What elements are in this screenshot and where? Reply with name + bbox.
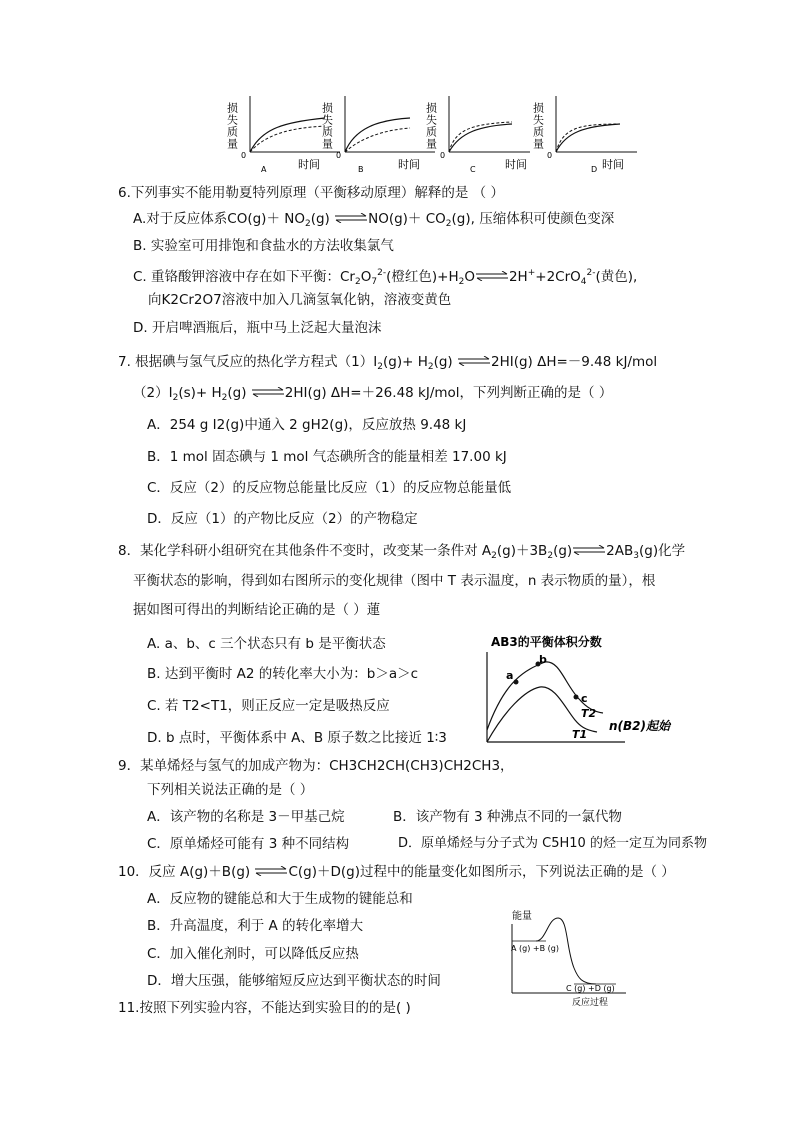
q8-chart-ylabel: AB3的平衡体积分数 (491, 635, 602, 649)
figure-c-ylabel: 损失质量 (424, 102, 438, 150)
q9-option-b (393, 807, 622, 827)
q7-d-text: D．反应（1）的产物比反应（2）的产物稳定 (147, 511, 418, 527)
q10-xlabel: 反应过程 (572, 998, 609, 1008)
q6-option-b (133, 236, 394, 256)
q10-stem-post: C(g)＋D(g)过程中的能量变化如图所示，下列说法正确的是（ ） (288, 864, 675, 880)
q9-d-text: D．原单烯烃与分子式为 C5H10 的烃一定互为同系物 (398, 836, 707, 851)
q7-b-text: B．1 mol 固态碘与 1 mol 气态碘所含的能量相差 17.00 kJ (147, 449, 507, 465)
q6-c-end: (黄色), (595, 269, 638, 285)
figure-a-origin: 0 (241, 151, 247, 160)
q7-stem-mid2: (g) (433, 354, 453, 370)
figure-b-ylabel: 损失质量 (320, 102, 334, 150)
q8-line1-pre: 8．某化学科研小组研究在其他条件不变时，改变某一条件对 A (118, 543, 492, 559)
q10-option-b (147, 916, 363, 936)
q6-c-ion: O (360, 269, 372, 285)
q10-energy-diagram (506, 908, 636, 1008)
q10-reactants-label: A (g) +B (g) (511, 944, 559, 953)
figure-c (425, 96, 531, 174)
q10-a-text: A．反应物的键能总和大于生成物的键能总和 (147, 891, 413, 907)
q10-stem (118, 862, 675, 882)
q10-option-d (147, 971, 441, 991)
q7-line2-pre: （2）I (133, 385, 173, 401)
q6-c2-text: 向K2Cr2O7溶液中加入几滴氢氧化钠，溶液变黄色 (148, 292, 452, 308)
q7-stem-pre: 7. 根据碘与氢气反应的热化学方程式（1）I (118, 354, 378, 370)
equilibrium-arrow-icon (251, 387, 285, 397)
q8-line3-text: 据如图可得出的判断结论正确的是（ ）蓮 (133, 602, 381, 618)
q6-option-a: A.对于反应体系$CO(g)+ NO_2(g)$ $NO(g)+ CO_2(g)$, 压缩体积可使颜色变深 (133, 211, 615, 229)
q9-line1 (118, 756, 514, 776)
q9-line2-text: 下列相关说法正确的是（ ） (147, 782, 314, 798)
q8-line2 (133, 571, 655, 591)
q8-chart-xlabel: n(B2)起始 (609, 719, 671, 733)
q6-stem (118, 183, 504, 203)
q8-line3 (133, 600, 380, 620)
q6-a-post: NO(g)＋ CO (368, 211, 446, 227)
q6-c-prod2: +2CrO (535, 269, 581, 285)
q8-option-b (147, 664, 418, 684)
q10-b-text: B．升高温度，利于 A 的转化率增大 (147, 918, 364, 934)
figure-c-xlabel: 时间 (505, 158, 527, 171)
q6-c-o: O (464, 269, 475, 285)
q6-option-d (133, 318, 381, 338)
q8-option-c (147, 696, 390, 716)
q7-stem: 7. 根据碘与氢气反应的热化学方程式$(1)I_2(g)+ H_2(g)$ 2HI(g) ΔH=－9.48 kJ/mol (118, 354, 658, 372)
q6-option-c-cont (148, 290, 451, 310)
q7-option-b (147, 447, 507, 467)
q8-label-c: c (581, 692, 588, 705)
figure-a-label: A (261, 165, 267, 174)
q8-line1-end: (g)化学 (639, 543, 686, 559)
q8-line1-post: 2AB (606, 543, 634, 559)
figure-a-ylabel: 损失质量 (225, 102, 239, 150)
q6-c-prod: 2H (508, 269, 528, 285)
q7-option-c (147, 478, 511, 498)
q9-b-text: B．该产物有 3 种沸点不同的一氯代物 (393, 809, 622, 825)
q8-label-t2: T2 (581, 707, 597, 720)
equilibrium-arrow-icon (457, 356, 491, 366)
q9-line1-text: 9．某单烯烃与氢气的加成产物为：CH3CH2CH(CH3)CH2CH3， (118, 758, 514, 774)
q8-a-text: A. a、b、c 三个状态只有 b 是平衡状态 (147, 636, 386, 652)
figure-c-label: C (470, 165, 476, 174)
q7-line2-post: 2HI(g) ΔH=＋26.48 kJ/mol，下列判断正确的是（ ） (284, 385, 613, 401)
figure-a-xlabel: 时间 (298, 158, 320, 171)
q7-stem-post: 2HI(g) ΔH=－9.48 kJ/mol (490, 354, 658, 370)
q6-b-text: B. 实验室可用排饱和食盐水的方法收集氯气 (133, 238, 394, 254)
q8-label-t1: T1 (572, 728, 588, 741)
equilibrium-arrow-icon (572, 545, 606, 555)
q6-a-pre: A.对于反应体系CO(g)＋ NO (133, 211, 305, 227)
figure-d-ylabel: 损失质量 (531, 102, 545, 150)
q6-c-rest: (橙红色)+H (386, 269, 459, 285)
q11-stem-text: 11.按照下列实验内容，不能达到实验目的的是( ) (118, 1000, 411, 1016)
figure-b-xlabel: 时间 (398, 158, 420, 171)
q7-line2-mid2: (g) (227, 385, 247, 401)
q6-stem-text: 6.下列事实不能用勒夏特列原理（平衡移动原理）解释的是 （ ） (118, 185, 504, 201)
q9-option-a (147, 807, 345, 827)
q7-line2: $(2)I_2(s)+ H_2(g)$ 2HI(g) ΔH=＋26.48 kJ/mol，下列判断正确的是（ ） (133, 385, 613, 403)
q10-products-label: C (g) +D (g) (566, 984, 615, 993)
top-figures (0, 0, 794, 180)
q8-d-text: D. b 点时，平衡体系中 A、B 原子数之比接近 1∶3 (147, 730, 447, 746)
q9-option-d (398, 834, 707, 854)
q8-line1-mid2: (g) (553, 543, 573, 559)
q6-d-text: D. 开启啤酒瓶后，瓶中马上泛起大量泡沫 (133, 320, 382, 336)
q6-a-end: (g), 压缩体积可使颜色变深 (451, 211, 615, 227)
figure-b (321, 96, 436, 174)
q8-line1: 8．某化学科研小组研究在其他条件不变时，改变某一条件对 $A_2(g)+3B_2(g)$ $2AB_3(g)$化学 (118, 543, 686, 561)
q7-stem-mid: (g)+ H (382, 354, 428, 370)
q10-c-text: C．加入催化剂时，可以降低反应热 (147, 946, 359, 962)
q10-option-c (147, 944, 359, 964)
q8-point-a (514, 680, 519, 685)
q7-option-a (147, 415, 466, 435)
figure-d-xlabel: 时间 (602, 158, 624, 171)
q8-line1-mid: (g)＋3B (496, 543, 548, 559)
q8-label-a: a (506, 669, 514, 682)
q7-a-text: A．254 g I2(g)中通入 2 gH2(g)，反应放热 9.48 kJ (147, 417, 467, 433)
q9-a-text: A．该产物的名称是 3－甲基己烷 (147, 809, 345, 825)
q7-line2-mid: (s)+ H (178, 385, 222, 401)
q7-option-d (147, 509, 418, 529)
q8-option-d (147, 728, 447, 748)
q9-line2 (147, 780, 313, 800)
q9-c-text: C．原单烯烃可能有 3 种不同结构 (147, 836, 350, 852)
figure-d-origin: 0 (547, 151, 553, 160)
q8-c-text: C. 若 T2<T1，则正反应一定是吸热反应 (147, 698, 390, 714)
q10-stem-pre: 10．反应 A(g)＋B(g) (118, 864, 251, 880)
figure-c-origin: 0 (440, 151, 446, 160)
q7-c-text: C．反应（2）的反应物总能量比反应（1）的反应物总能量低 (147, 480, 512, 496)
q8-chart (475, 630, 705, 750)
q9-option-c (147, 834, 349, 854)
figure-b-label: B (358, 165, 364, 174)
q8-line2-text: 平衡状态的影响，得到如右图所示的变化规律（图中 T 表示温度，n 表示物质的量），根 (133, 573, 656, 589)
figure-d-label: D (591, 165, 598, 174)
q10-d-text: D．增大压强，能够缩短反应达到平衡状态的时间 (147, 973, 441, 989)
equilibrium-arrow-icon (334, 213, 368, 223)
equilibrium-arrow-icon (475, 271, 509, 281)
equilibrium-arrow-icon (254, 866, 288, 876)
q8-b-text: B. 达到平衡时 A2 的转化率大小为：b＞a＞c (147, 666, 419, 682)
figure-d (532, 96, 638, 174)
q8-label-b: b (539, 653, 547, 666)
q11-stem (118, 998, 411, 1018)
q8-point-c (574, 695, 579, 700)
q6-c-pre: C. 重铬酸钾溶液中存在如下平衡：Cr (133, 269, 355, 285)
q10-ylabel: 能量 (512, 911, 532, 922)
q6-option-c: C. 重铬酸钾溶液中存在如下平衡：$Cr_2O_7^{2-}$(橙红色)$+H_2O$ 2H++2CrO$_4^{2-}$(黄色), (133, 268, 638, 287)
figure-b-origin: 0 (336, 151, 342, 160)
q6-a-mid: (g) (310, 211, 335, 227)
q8-option-a (147, 634, 386, 654)
q10-option-a (147, 889, 413, 909)
